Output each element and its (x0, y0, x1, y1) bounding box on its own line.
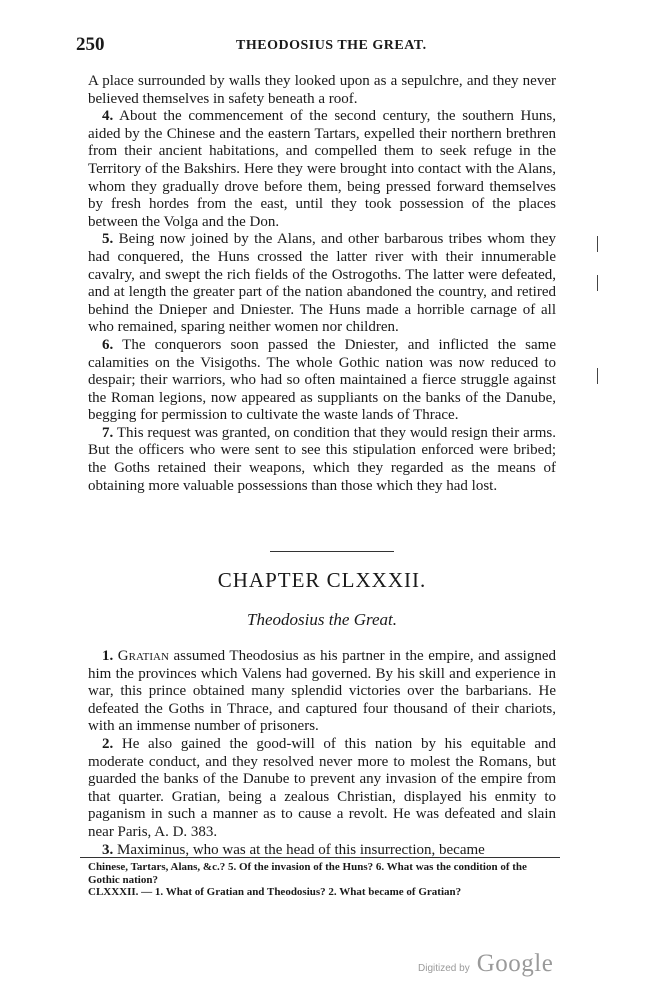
paragraph-number: 2. (102, 735, 114, 752)
watermark-brand: Google (476, 950, 554, 977)
chapter-text-block (88, 648, 556, 859)
footnote-line: CLXXXII. — 1. What of Gratian and Theodosius? 2. What became of Gratian? (88, 886, 462, 899)
paragraph-text: The conquerors soon passed the Dniester, and inflicted the same calamities on the Visigoths. The whole Gothic nation was now reduced to despair; their warriors, who had so often maintained a fierce struggle against the Roman legions, now appeared as suppliants on the banks of the Danube, begging for permission to cultivate the waste lands of Thrace. (88, 336, 556, 424)
paragraph (88, 648, 556, 736)
footnotes (88, 861, 556, 899)
footnote-rule (80, 857, 560, 858)
paragraph (88, 73, 556, 108)
paragraph (88, 425, 556, 495)
paragraph (88, 337, 556, 425)
paragraph-number: 3. (102, 841, 114, 858)
paragraph-number: 6. (102, 336, 114, 353)
margin-mark (597, 368, 598, 384)
top-text-block (88, 73, 556, 495)
paragraph-text: Being now joined by the Alans, and other barbarous tribes whom they had conquered, the Huns crossed the latter river with their innumerable cavalry, and swept the rich fields of the Ostrogoths. The latter were defeated, and at length the greater part of the nation abandoned the country, and retired behind the Dnieper and Dniester. The Huns made a horrible carnage of all who remained, sparing neither women nor children. (88, 231, 557, 336)
chapter-title: CHAPTER CLXXXII. (217, 568, 427, 592)
paragraph-text: About the commencement of the second century, the southern Huns, aided by the Chinese and the eastern Tartars, expelled their northern brethren from their ancient habitations, and compelled them to seek refuge in the Territory of the Bakshirs. Here they were brought into contact with the Alans, whom they gradually drove before them, being pressed forward themselves by fresh hordes from the east, until they took possession of the places between the Volga and the Don. (88, 108, 556, 230)
page-number: 250 (76, 34, 105, 55)
running-title: THEODOSIUS THE GREAT. (236, 38, 427, 53)
margin-mark (597, 275, 598, 291)
paragraph-text: This request was granted, on condition that they would resign their arms. But the officers who were sent to see this stipulation enforced were bribed; the Goths retained their weapons, which they regarded as the means of obtaining more valuable possessions than those which they had lost. (88, 424, 556, 494)
paragraph-text: assumed Theodosius as his partner in the empire, and assigned him the provinces which Valens had governed. By his skill and experience in war, this prince obtained many splendid victories over the barbarians. He defeated the Goths in Thrace, and captured four thousand of their chariots, with an immense number of prisoners. (88, 648, 556, 735)
paragraph-text: He also gained the good-will of this nation by his equitable and moderate conduct, and they resolved never more to molest the Romans, but guarded the banks of the Danube to prevent any invasion of the empire from that quarter. Gratian, being a zealous Christian, displayed his enmity to paganism in such a manner as to cause a revolt. He was defeated and slain near Paris, A. D. 383. (88, 735, 556, 840)
paragraph-number: 5. (102, 231, 114, 248)
margin-mark (597, 236, 598, 252)
paragraph-number: 4. (102, 108, 114, 125)
paragraph-text: Maximinus, who was at the head of this insurrection, became (117, 841, 485, 858)
digitized-watermark (418, 950, 553, 978)
section-divider (270, 551, 394, 552)
paragraph (88, 231, 556, 337)
lead-word: Gratian (117, 648, 169, 664)
footnote-line: Chinese, Tartars, Alans, &c.? 5. Of the invasion of the Huns? 6. What was the condition of the Gothic nation? (88, 861, 527, 886)
watermark-prefix: Digitized by (418, 963, 470, 974)
paragraph-number: 1. (102, 648, 114, 664)
chapter-subtitle: Theodosius the Great. (246, 610, 397, 629)
paragraph-number: 7. (102, 424, 114, 441)
paragraph (88, 108, 556, 231)
paragraph-text: A place surrounded by walls they looked upon as a sepulchre, and they never believed themselves in safety beneath a roof. (88, 73, 556, 107)
paragraph (88, 736, 556, 842)
